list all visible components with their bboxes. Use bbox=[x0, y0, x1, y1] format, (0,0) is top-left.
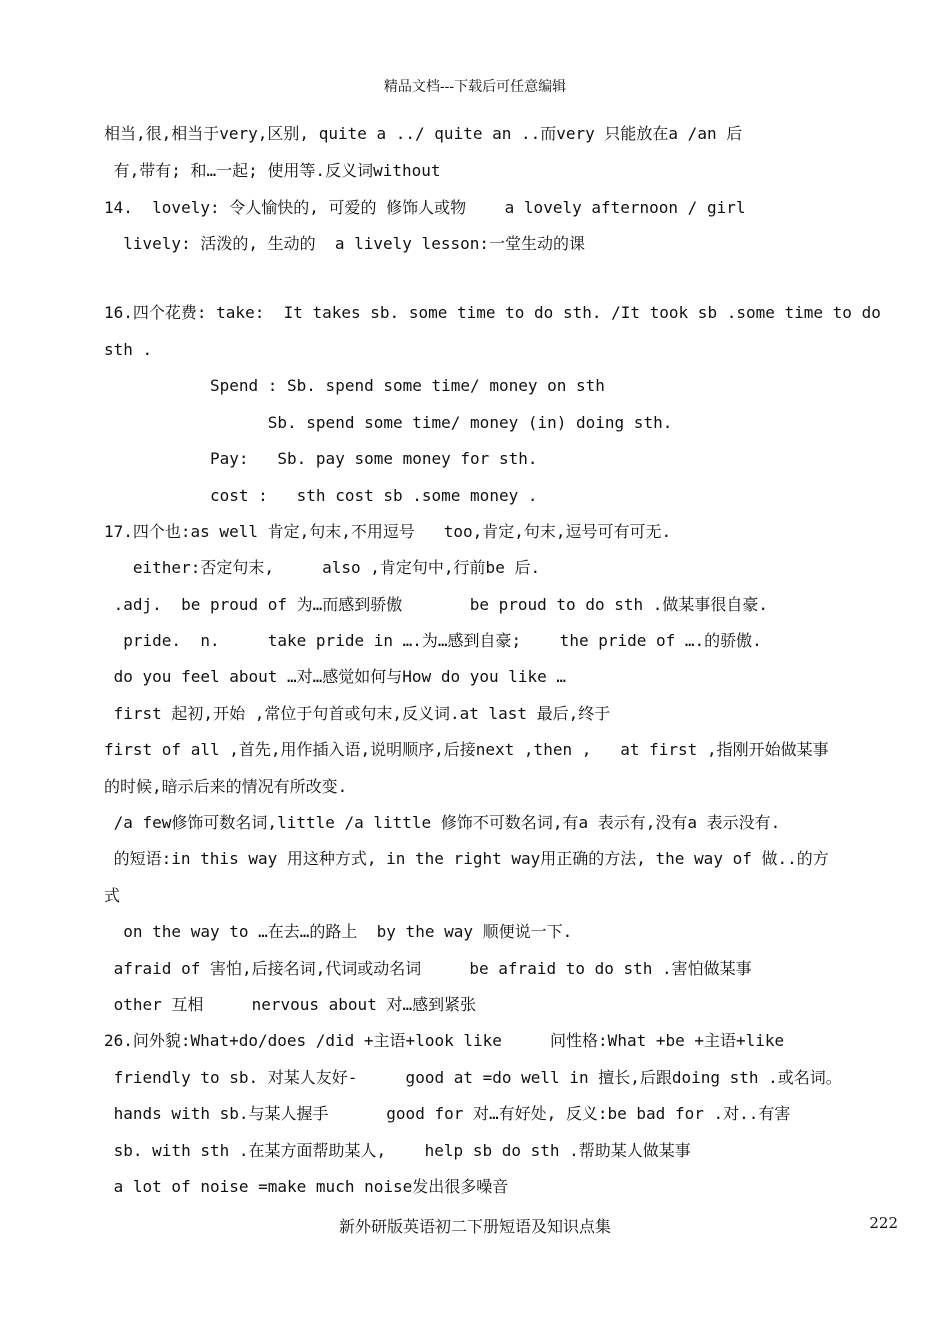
text-line: Pay: Sb. pay some money for sth. bbox=[104, 449, 538, 468]
text-line: 有,带有; 和…一起; 使用等.反义词without bbox=[104, 161, 441, 180]
text-line: 的时候,暗示后来的情况有所改变. bbox=[104, 777, 348, 796]
text-line: hands with sb.与某人握手 good for 对…有好处, 反义:be bad for .对..有害 bbox=[104, 1104, 791, 1123]
text-line: lively: 活泼的, 生动的 a lively lesson:一堂生动的课 bbox=[104, 234, 585, 253]
text-line: friendly to sb. 对某人友好- good at =do well in 擅长,后跟doing sth .或名词。 bbox=[104, 1068, 842, 1087]
text-line: do you feel about …对…感觉如何与How do you like … bbox=[104, 667, 567, 686]
text-line: .adj. be proud of 为…而感到骄傲 be proud to do sth .做某事很自豪. bbox=[104, 595, 769, 614]
page-header: 精品文档---下载后可任意编辑 bbox=[383, 79, 567, 95]
text-line: on the way to …在去…的路上 by the way 顺便说一下. bbox=[104, 922, 573, 941]
text-line: either:否定句末, also ,肯定句中,行前be 后. bbox=[104, 558, 541, 577]
text-line: 26.问外貌:What+do/does /did +主语+look like 问性格:What +be +主语+like bbox=[104, 1031, 785, 1050]
page-number: 222 bbox=[869, 1214, 898, 1232]
text-line: 14. lovely: 令人愉快的, 可爱的 修饰人或物 a lovely afternoon / girl bbox=[104, 198, 746, 217]
text-line: 相当,很,相当于very,区别, quite a ../ quite an ..而very 只能放在a /an 后 bbox=[104, 124, 743, 143]
text-line: cost : sth cost sb .some money . bbox=[104, 486, 538, 505]
text-line: 的短语:in this way 用这种方式, in the right way用正确的方法, the way of 做..的方 bbox=[104, 849, 829, 868]
text-line: first of all ,首先,用作插入语,说明顺序,后接next ,then , at first ,指刚开始做某事 bbox=[104, 740, 829, 759]
text-line: 16.四个花费: take: It takes sb. some time to do sth. /It took sb .some time to do bbox=[104, 303, 881, 322]
text-line: a lot of noise =make much noise发出很多噪音 bbox=[104, 1177, 509, 1196]
text-line: Spend : Sb. spend some time/ money on sth bbox=[104, 376, 605, 395]
text-line: other 互相 nervous about 对…感到紧张 bbox=[104, 995, 477, 1014]
text-line: sth . bbox=[104, 340, 153, 359]
text-line: 17.四个也:as well 肯定,句末,不用逗号 too,肯定,句末,逗号可有可无. bbox=[104, 522, 672, 541]
text-line: 式 bbox=[104, 886, 121, 905]
text-line: afraid of 害怕,后接名词,代词或动名词 be afraid to do sth .害怕做某事 bbox=[104, 959, 752, 978]
text-line: pride. n. take pride in ….为…感到自豪; the pride of ….的骄傲. bbox=[104, 631, 762, 650]
text-line: first 起初,开始 ,常位于句首或句末,反义词.at last 最后,终于 bbox=[104, 704, 611, 723]
text-line: sb. with sth .在某方面帮助某人, help sb do sth .帮助某人做某事 bbox=[104, 1141, 691, 1160]
text-line: /a few修饰可数名词,little /a little 修饰不可数名词,有a 表示有,没有a 表示没有. bbox=[104, 813, 781, 832]
footer-title: 新外研版英语初二下册短语及知识点集 bbox=[338, 1217, 611, 1236]
text-line: Sb. spend some time/ money (in) doing sth. bbox=[104, 413, 673, 432]
